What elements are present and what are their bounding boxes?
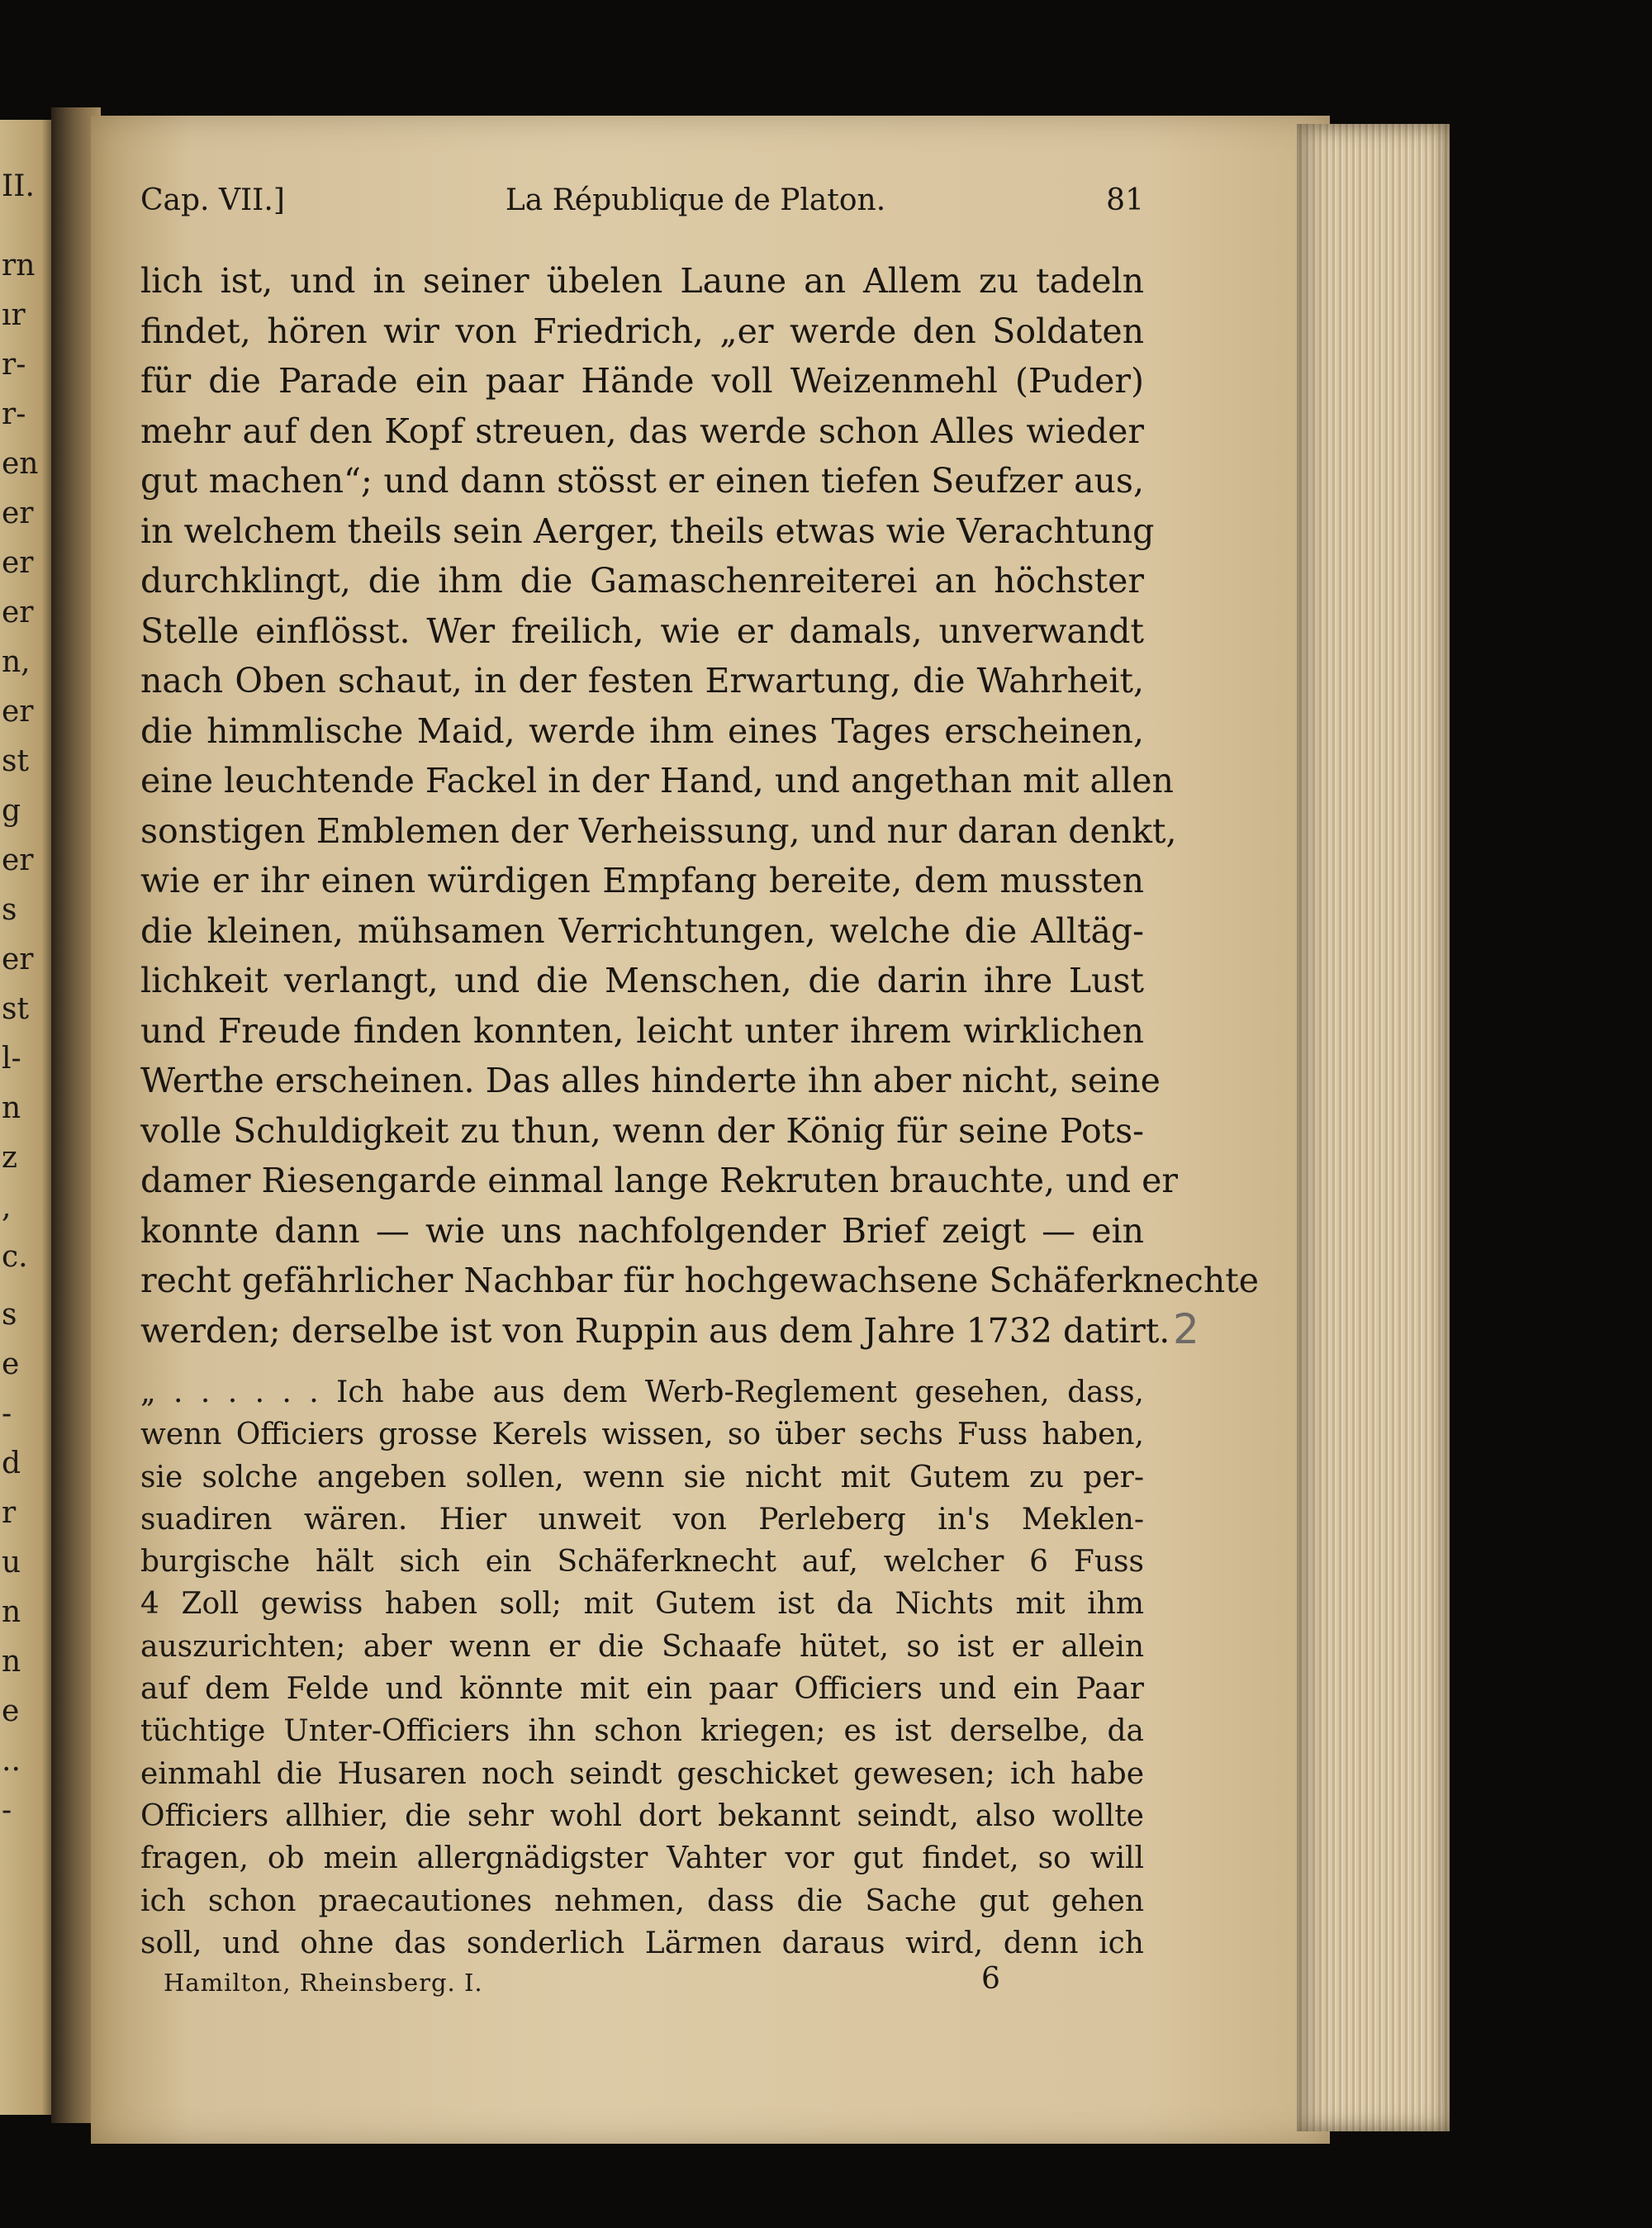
page-footer (164, 1962, 1000, 2002)
text-line: Werthe erscheinen. Das alles hinderte ihn aber nicht, seine (140, 1061, 1161, 1100)
text-line: eine leuchtende Fackel in der Hand, und angethan mit allen (140, 761, 1174, 800)
text-line: wie er ihr einen würdigen Empfang bereite, dem mussten (140, 861, 1144, 900)
text-line: gut machen“; und dann stösst er einen tiefen Seufzer aus, (140, 461, 1144, 501)
prev-fragment: st (2, 992, 29, 1026)
prev-fragment: z (2, 1141, 17, 1175)
quote-line: einmahl die Husaren noch seindt geschicket gewesen; ich habe (140, 1756, 1144, 1791)
prev-fragment: - (2, 1793, 12, 1827)
letter-quotation (140, 1371, 1144, 1964)
prev-fragment: - (2, 1397, 12, 1431)
prev-fragment: r- (2, 348, 26, 382)
prev-fragment: s (2, 1298, 17, 1332)
quote-line: wenn Officiers grosse Kerels wissen, so über sechs Fuss haben, (140, 1418, 1144, 1452)
prev-fragment: s (2, 893, 17, 927)
text-line: Stelle einflösst. Wer freilich, wie er damals, unverwandt (140, 610, 1144, 651)
prev-fragment: g (2, 794, 21, 828)
imprint-line: Hamilton, Rheinsberg. I. (164, 1969, 483, 1997)
page-title: La République de Platon. (505, 183, 886, 217)
prev-fragment: e (2, 1347, 20, 1381)
prev-fragment: d (2, 1447, 21, 1480)
text-line: mehr auf den Kopf streuen, das werde schon Alles wieder (140, 411, 1144, 451)
quote-line: tüchtige Unter-Officiers ihn schon kriegen; es ist derselbe, da (140, 1714, 1144, 1749)
prev-fragment: , (2, 1190, 12, 1224)
prev-fragment: er (2, 546, 34, 580)
text-line: lich ist, und in seiner übelen Laune an Allem zu tadeln (140, 261, 1144, 301)
text-line: durchklingt, die ihm die Gamaschenreiterei an höchster (140, 561, 1144, 601)
text-line: damer Riesengarde einmal lange Rekruten brauchte, und er (140, 1161, 1178, 1200)
quote-line: ich schon praecautiones nehmen, dass die Sache gut gehen (140, 1884, 1144, 1918)
prev-fragment: n (2, 1091, 21, 1125)
text-line: werden; derselbe ist von Ruppin aus dem Jahre 1732 datirt. (140, 1310, 1170, 1351)
quote-line: sie solche angeben sollen, wenn sie nicht mit Gutem zu per- (140, 1460, 1144, 1494)
page-number: 81 (1106, 183, 1144, 217)
prev-fragment: er (2, 596, 34, 629)
prev-fragment: n (2, 1595, 21, 1629)
body-paragraph (140, 256, 1260, 1356)
prev-fragment: II. (2, 169, 35, 203)
text-line: recht gefährlicher Nachbar für hochgewachsene Schäferknechte (140, 1261, 1260, 1300)
quote-line: Officiers allhier, die sehr wohl dort bekannt seindt, also wollte (140, 1798, 1144, 1833)
prev-fragment: er (2, 943, 34, 976)
prev-fragment: er (2, 695, 34, 729)
text-line: für die Parade ein paar Hände voll Weizenmehl (Puder) (140, 361, 1144, 401)
prev-fragment: e (2, 1694, 20, 1728)
quote-line: suadiren wären. Hier unweit von Perleberg in's Meklen- (140, 1502, 1144, 1537)
quote-line: 4 Zoll gewiss haben soll; mit Gutem ist da Nichts mit ihm (140, 1587, 1144, 1622)
prev-fragment: u (2, 1546, 21, 1580)
text-line: konnte dann — wie uns nachfolgender Brief zeigt — ein (140, 1210, 1144, 1251)
prev-fragment: .. (2, 1744, 21, 1778)
prev-fragment: ır (2, 298, 26, 332)
signature-mark: 6 (981, 1962, 1000, 1996)
prev-fragment: c. (2, 1240, 28, 1274)
prev-fragment: st (2, 744, 29, 778)
text-line: lichkeit verlangt, und die Menschen, die darin ihre Lust (140, 961, 1144, 1000)
text-line: die himmlische Maid, werde ihm eines Tages erscheinen, (140, 710, 1144, 751)
quote-line: auszurichten; aber wenn er die Schaafe hütet, so ist er allein (140, 1629, 1144, 1664)
quote-line: burgische hält sich ein Schäferknecht auf, welcher 6 Fuss (140, 1545, 1144, 1580)
quote-line: „ . . . . . . Ich habe aus dem Werb-Reglement gesehen, dass, (140, 1375, 1144, 1409)
quote-line: auf dem Felde und könnte mit ein paar Officiers und ein Paar (140, 1672, 1144, 1707)
prev-fragment: er (2, 496, 34, 530)
prev-fragment: er (2, 843, 34, 877)
prev-fragment: n (2, 1645, 21, 1679)
prev-fragment: rn (2, 249, 36, 283)
text-line: volle Schuldigkeit zu thun, wenn der König für seine Pots- (140, 1110, 1144, 1151)
running-head (140, 183, 1144, 225)
text-line: nach Oben schaut, in der festen Erwartung, die Wahrheit, (140, 661, 1144, 701)
text-line: sonstigen Emblemen der Verheissung, und nur daran denkt, (140, 810, 1177, 851)
text-line: und Freude finden konnten, leicht unter ihrem wirklichen (140, 1010, 1144, 1051)
text-line: die kleinen, mühsamen Verrichtungen, welche die Alltäg- (140, 910, 1144, 951)
prev-fragment: r (2, 1496, 17, 1530)
quote-line: soll, und ohne das sonderlich Lärmen daraus wird, denn ich (140, 1926, 1144, 1960)
quote-line: fragen, ob mein allergnädigster Vahter vor gut findet, so will (140, 1841, 1144, 1876)
prev-fragment: n, (2, 645, 31, 679)
page-block-edge (1297, 124, 1450, 2131)
text-line: in welchem theils sein Aerger, theils etwas wie Verachtung (140, 511, 1155, 551)
prev-fragment: en (2, 447, 39, 481)
prev-fragment: l- (2, 1042, 21, 1076)
chapter-label: Cap. VII.] (140, 183, 285, 217)
pencil-margin-note: 2 (1173, 1305, 1199, 1353)
text-line: findet, hören wir von Friedrich, „er werde den Soldaten (140, 311, 1144, 351)
prev-fragment: r- (2, 397, 26, 431)
